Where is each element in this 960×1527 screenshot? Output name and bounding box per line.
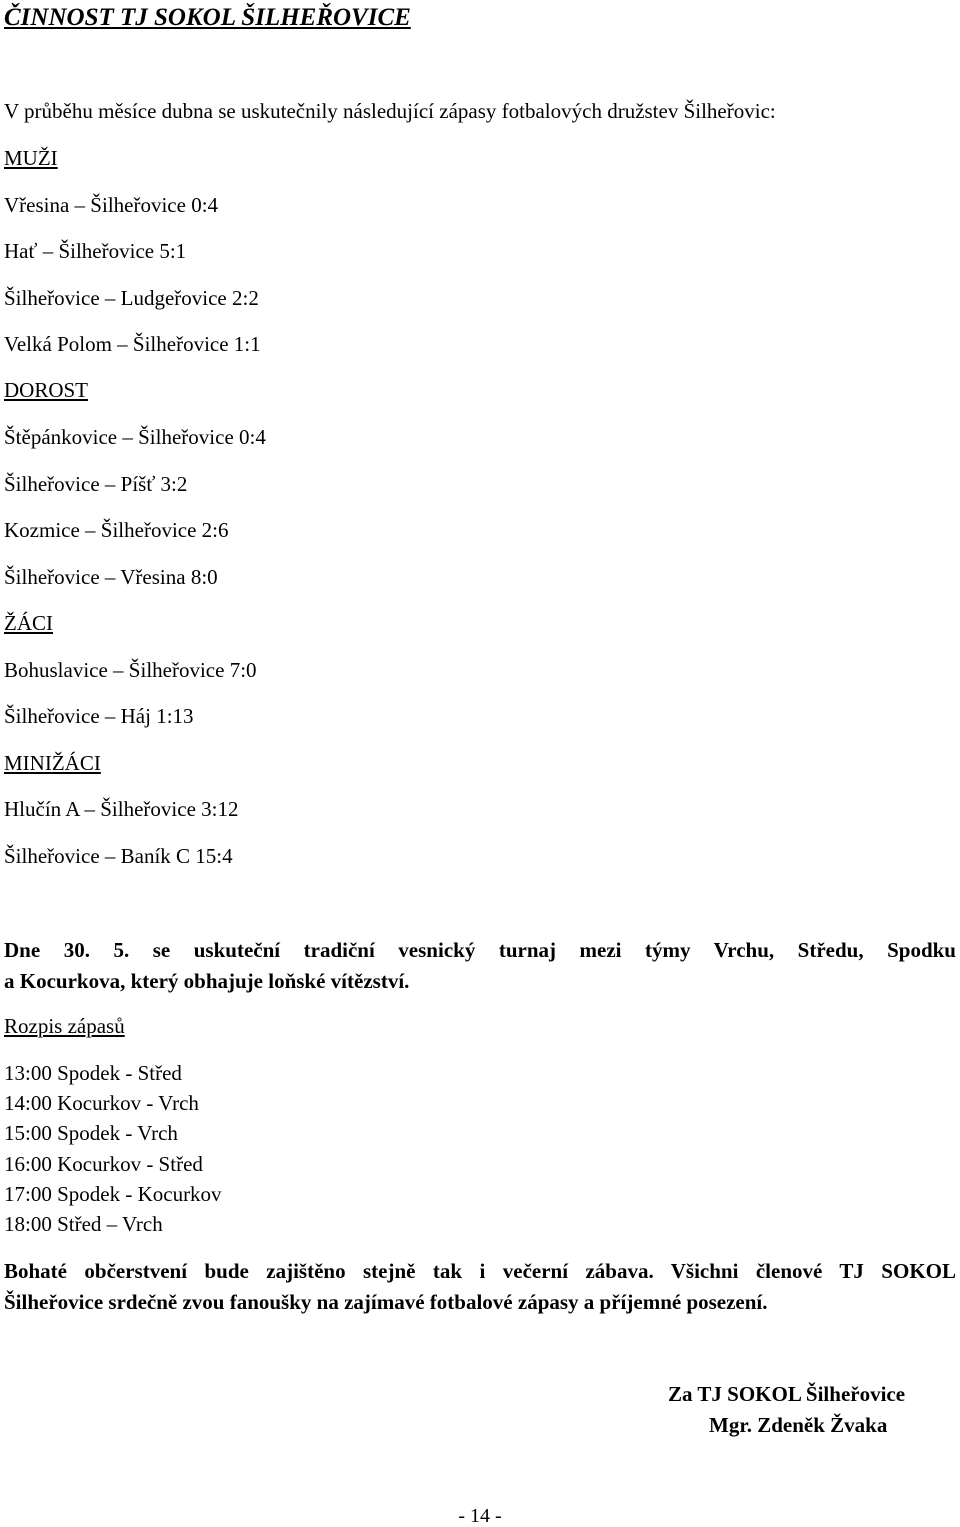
tournament-line-1: Dne 30. 5. se uskuteční tradiční vesnický turnaj mezi týmy Vrchu, Středu, Spodku [4, 938, 956, 962]
match-result: Kozmice – Šilheřovice 2:6 [4, 518, 229, 542]
schedule-item: 15:00 Spodek - Vrch [4, 1121, 178, 1146]
match-result: Šilheřovice – Háj 1:13 [4, 704, 194, 728]
match-result: Šilheřovice – Ludgeřovice 2:2 [4, 286, 259, 310]
match-result: Šilheřovice – Baník C 15:4 [4, 844, 233, 868]
tournament-line-2: a Kocurkova, který obhajuje loňské vítězství. [4, 969, 410, 993]
section-heading-minizaci: MINIŽÁCI [4, 751, 101, 775]
match-result: Šilheřovice – Píšť 3:2 [4, 472, 188, 496]
closing-line-2: Šilheřovice srdečně zvou fanoušky na zajímavé fotbalové zápasy a příjemné posezení. [4, 1290, 768, 1314]
match-result: Šilheřovice – Vřesina 8:0 [4, 565, 218, 589]
match-result: Hlučín A – Šilheřovice 3:12 [4, 797, 239, 821]
match-result: Velká Polom – Šilheřovice 1:1 [4, 332, 261, 356]
section-heading-dorost: DOROST [4, 378, 89, 402]
page-title: ČINNOST TJ SOKOL ŠILHEŘOVICE [4, 4, 411, 31]
schedule-list [4, 1058, 222, 1239]
schedule-item: 13:00 Spodek - Střed [4, 1061, 182, 1085]
signature-name: Mgr. Zdeněk Žvaka [709, 1413, 888, 1437]
schedule-item: 17:00 Spodek - Kocurkov [4, 1181, 222, 1206]
section-heading-muzi: MUŽI [4, 146, 58, 170]
section-heading-zaci: ŽÁCI [4, 611, 53, 635]
signature-org: Za TJ SOKOL Šilheřovice [668, 1382, 906, 1406]
page-number: - 14 - [458, 1505, 502, 1527]
schedule-item: 16:00 Kocurkov - Střed [4, 1151, 203, 1176]
match-result: Hať – Šilheřovice 5:1 [4, 239, 187, 263]
schedule-heading: Rozpis zápasů [4, 1014, 125, 1038]
intro-text: V průběhu měsíce dubna se uskutečnily následující zápasy fotbalových družstev Šilheřovic: [4, 99, 776, 123]
closing-line-1: Bohaté občerstvení bude zajištěno stejně tak i večerní zábava. Všichni členové TJ SOKOL [4, 1259, 956, 1283]
schedule-item: 18:00 Střed – Vrch [4, 1212, 163, 1237]
match-result: Štěpánkovice – Šilheřovice 0:4 [4, 425, 266, 449]
schedule-item: 14:00 Kocurkov - Vrch [4, 1091, 199, 1116]
match-result: Bohuslavice – Šilheřovice 7:0 [4, 658, 257, 682]
match-result: Vřesina – Šilheřovice 0:4 [4, 193, 219, 217]
